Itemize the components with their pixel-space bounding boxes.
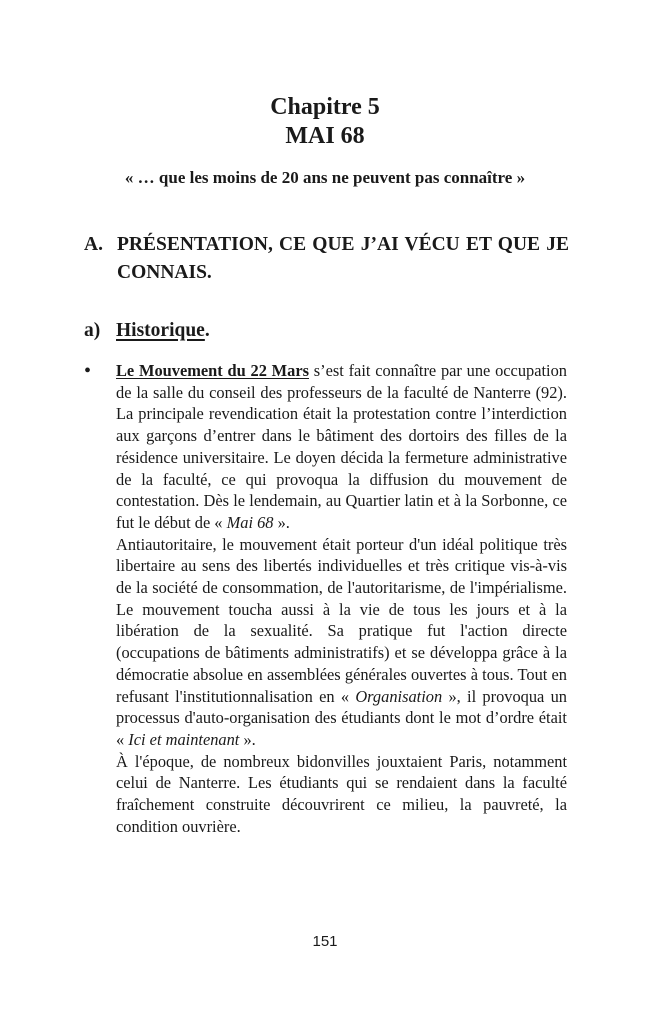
paragraph-1-emphasis: Mai 68 [226, 512, 274, 532]
bullet-icon: • [84, 360, 92, 382]
subsection-title: Historique [116, 320, 205, 341]
subsection-title-suffix: . [204, 320, 210, 341]
paragraph-2-text: Antiautoritaire, le mouvement était porteur d'un idéal politique très libertaire au sens des libertés individuelles et très critique vis-à-vis de la société de consommation, de l'autoritarisme, de l'impérialisme. Le mouvement toucha aussi à la vie de tous les jours et à la libération de la sexualité. Sa pratique fut l'action directe (occupations de bâtiments administratifs) et se développa grâce à la démocratie absolue en assemblées générales ouvertes à tous. Tout en refusant l'institutionnalisation en « [116, 534, 567, 706]
paragraph-2-emphasis-1: Organisation [355, 686, 443, 706]
paragraph-2-text-end: ». [239, 729, 256, 749]
chapter-title: MAI 68 [285, 123, 365, 149]
paragraph-3: À l'époque, de nombreux bidonvilles jouxtaient Paris, notamment celui de Nanterre. Les étudiants qui se rendaient dans la faculté fraîchement construite découvrirent ce milieu, la pauvreté, la condition ouvrière. [116, 751, 567, 836]
paragraph-lead: Le Mouvement du 22 Mars [116, 361, 309, 380]
subsection-heading [84, 318, 210, 344]
paragraph-1 [116, 360, 567, 534]
page-number: 151 [312, 933, 338, 950]
section-marker: A. [84, 234, 103, 255]
chapter-number: Chapitre 5 [270, 94, 380, 120]
body-text [116, 360, 567, 837]
subsection-marker: a) [84, 320, 101, 341]
chapter-epigraph: « … que les moins de 20 ans ne peuvent pas connaître » [124, 168, 526, 187]
paragraph-2 [116, 534, 567, 751]
paragraph-1-text-end: ». [273, 512, 290, 532]
paragraph-1-text: s’est fait connaître par une occupation de la salle du conseil des professeurs de la faculté de Nanterre (92). La principale revendication était la protestation contre l’interdiction aux garçons d’entrer dans le bâtiment des dortoirs des filles de la résidence universitaire. Le doyen décida la fermeture administrative de la faculté, ce qui provoqua la diffusion du mouvement de contestation. Dès le lendemain, au Quartier latin et à la Sorbonne, ce fut le début de « [116, 361, 568, 532]
section-heading [84, 231, 569, 287]
paragraph-2-emphasis-2: Ici et maintenant [128, 729, 240, 749]
section-heading-text: PRÉSENTATION, CE QUE J’AI VÉCU ET QUE JE CONNAIS. [117, 234, 569, 283]
paragraph-2-text-middle: », il provoqua un processus d'auto-organisation des étudiants dont le mot d’ordre était « [116, 686, 567, 749]
